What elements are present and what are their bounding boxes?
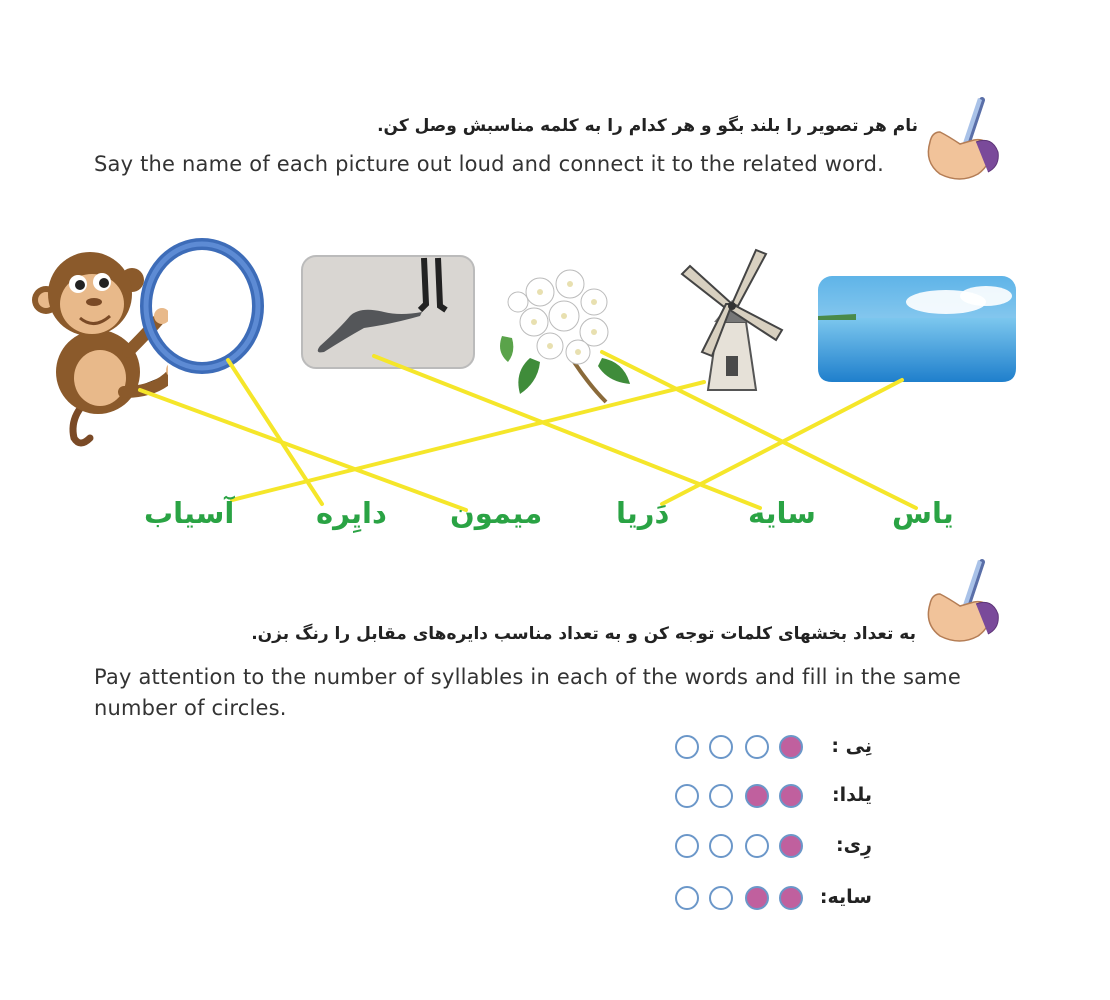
- syllable-word: رِی:: [836, 834, 872, 856]
- syllable-circle-filled[interactable]: [779, 834, 803, 858]
- line-jasmine-yas: [602, 352, 916, 508]
- word-dayereh: دایِره: [316, 496, 387, 530]
- syllable-word: نِی :: [831, 735, 872, 757]
- syllable-word: یلدا:: [832, 784, 872, 806]
- word-meimun: میمون: [450, 496, 543, 530]
- syllable-circle-empty[interactable]: [745, 834, 769, 858]
- syllable-circle-filled[interactable]: [779, 784, 803, 808]
- syllable-circle-empty[interactable]: [675, 834, 699, 858]
- syllable-circle-empty[interactable]: [709, 834, 733, 858]
- syllable-circle-empty[interactable]: [709, 735, 733, 759]
- syllable-circle-filled[interactable]: [745, 784, 769, 808]
- instruction-fa-2: به تعداد بخشهای کلمات توجه کن و به تعداد مناسب دایره‌های مقابل را رنگ بزن.: [251, 624, 916, 644]
- instruction-en-1: Say the name of each picture out loud and connect it to the related word.: [94, 152, 885, 176]
- syllable-circle-empty[interactable]: [745, 735, 769, 759]
- word-yas: یاس: [892, 496, 954, 530]
- syllable-circle-empty[interactable]: [709, 784, 733, 808]
- syllable-circle-empty[interactable]: [709, 886, 733, 910]
- syllable-circle-filled[interactable]: [779, 735, 803, 759]
- instruction-fa-1: نام هر تصویر را بلند بگو و هر کدام را به کلمه مناسبش وصل کن.: [377, 116, 918, 136]
- word-asiab: آسیاب: [144, 496, 235, 530]
- line-monkey-meimun: [140, 390, 466, 510]
- syllable-circle-filled[interactable]: [745, 886, 769, 910]
- syllable-circle-empty[interactable]: [675, 735, 699, 759]
- syllable-word: سایه:: [819, 886, 872, 908]
- word-sayeh: سایه: [748, 496, 816, 530]
- instruction-en-2: Pay attention to the number of syllables in each of the words and fill in the same number of circles.: [94, 665, 961, 720]
- syllable-circle-filled[interactable]: [779, 886, 803, 910]
- line-windmill-asiab: [232, 382, 704, 500]
- writing-hand-icon-2: [920, 554, 1000, 654]
- syllable-circle-empty[interactable]: [675, 886, 699, 910]
- syllable-circle-empty[interactable]: [675, 784, 699, 808]
- word-darya: دَریا: [616, 496, 670, 530]
